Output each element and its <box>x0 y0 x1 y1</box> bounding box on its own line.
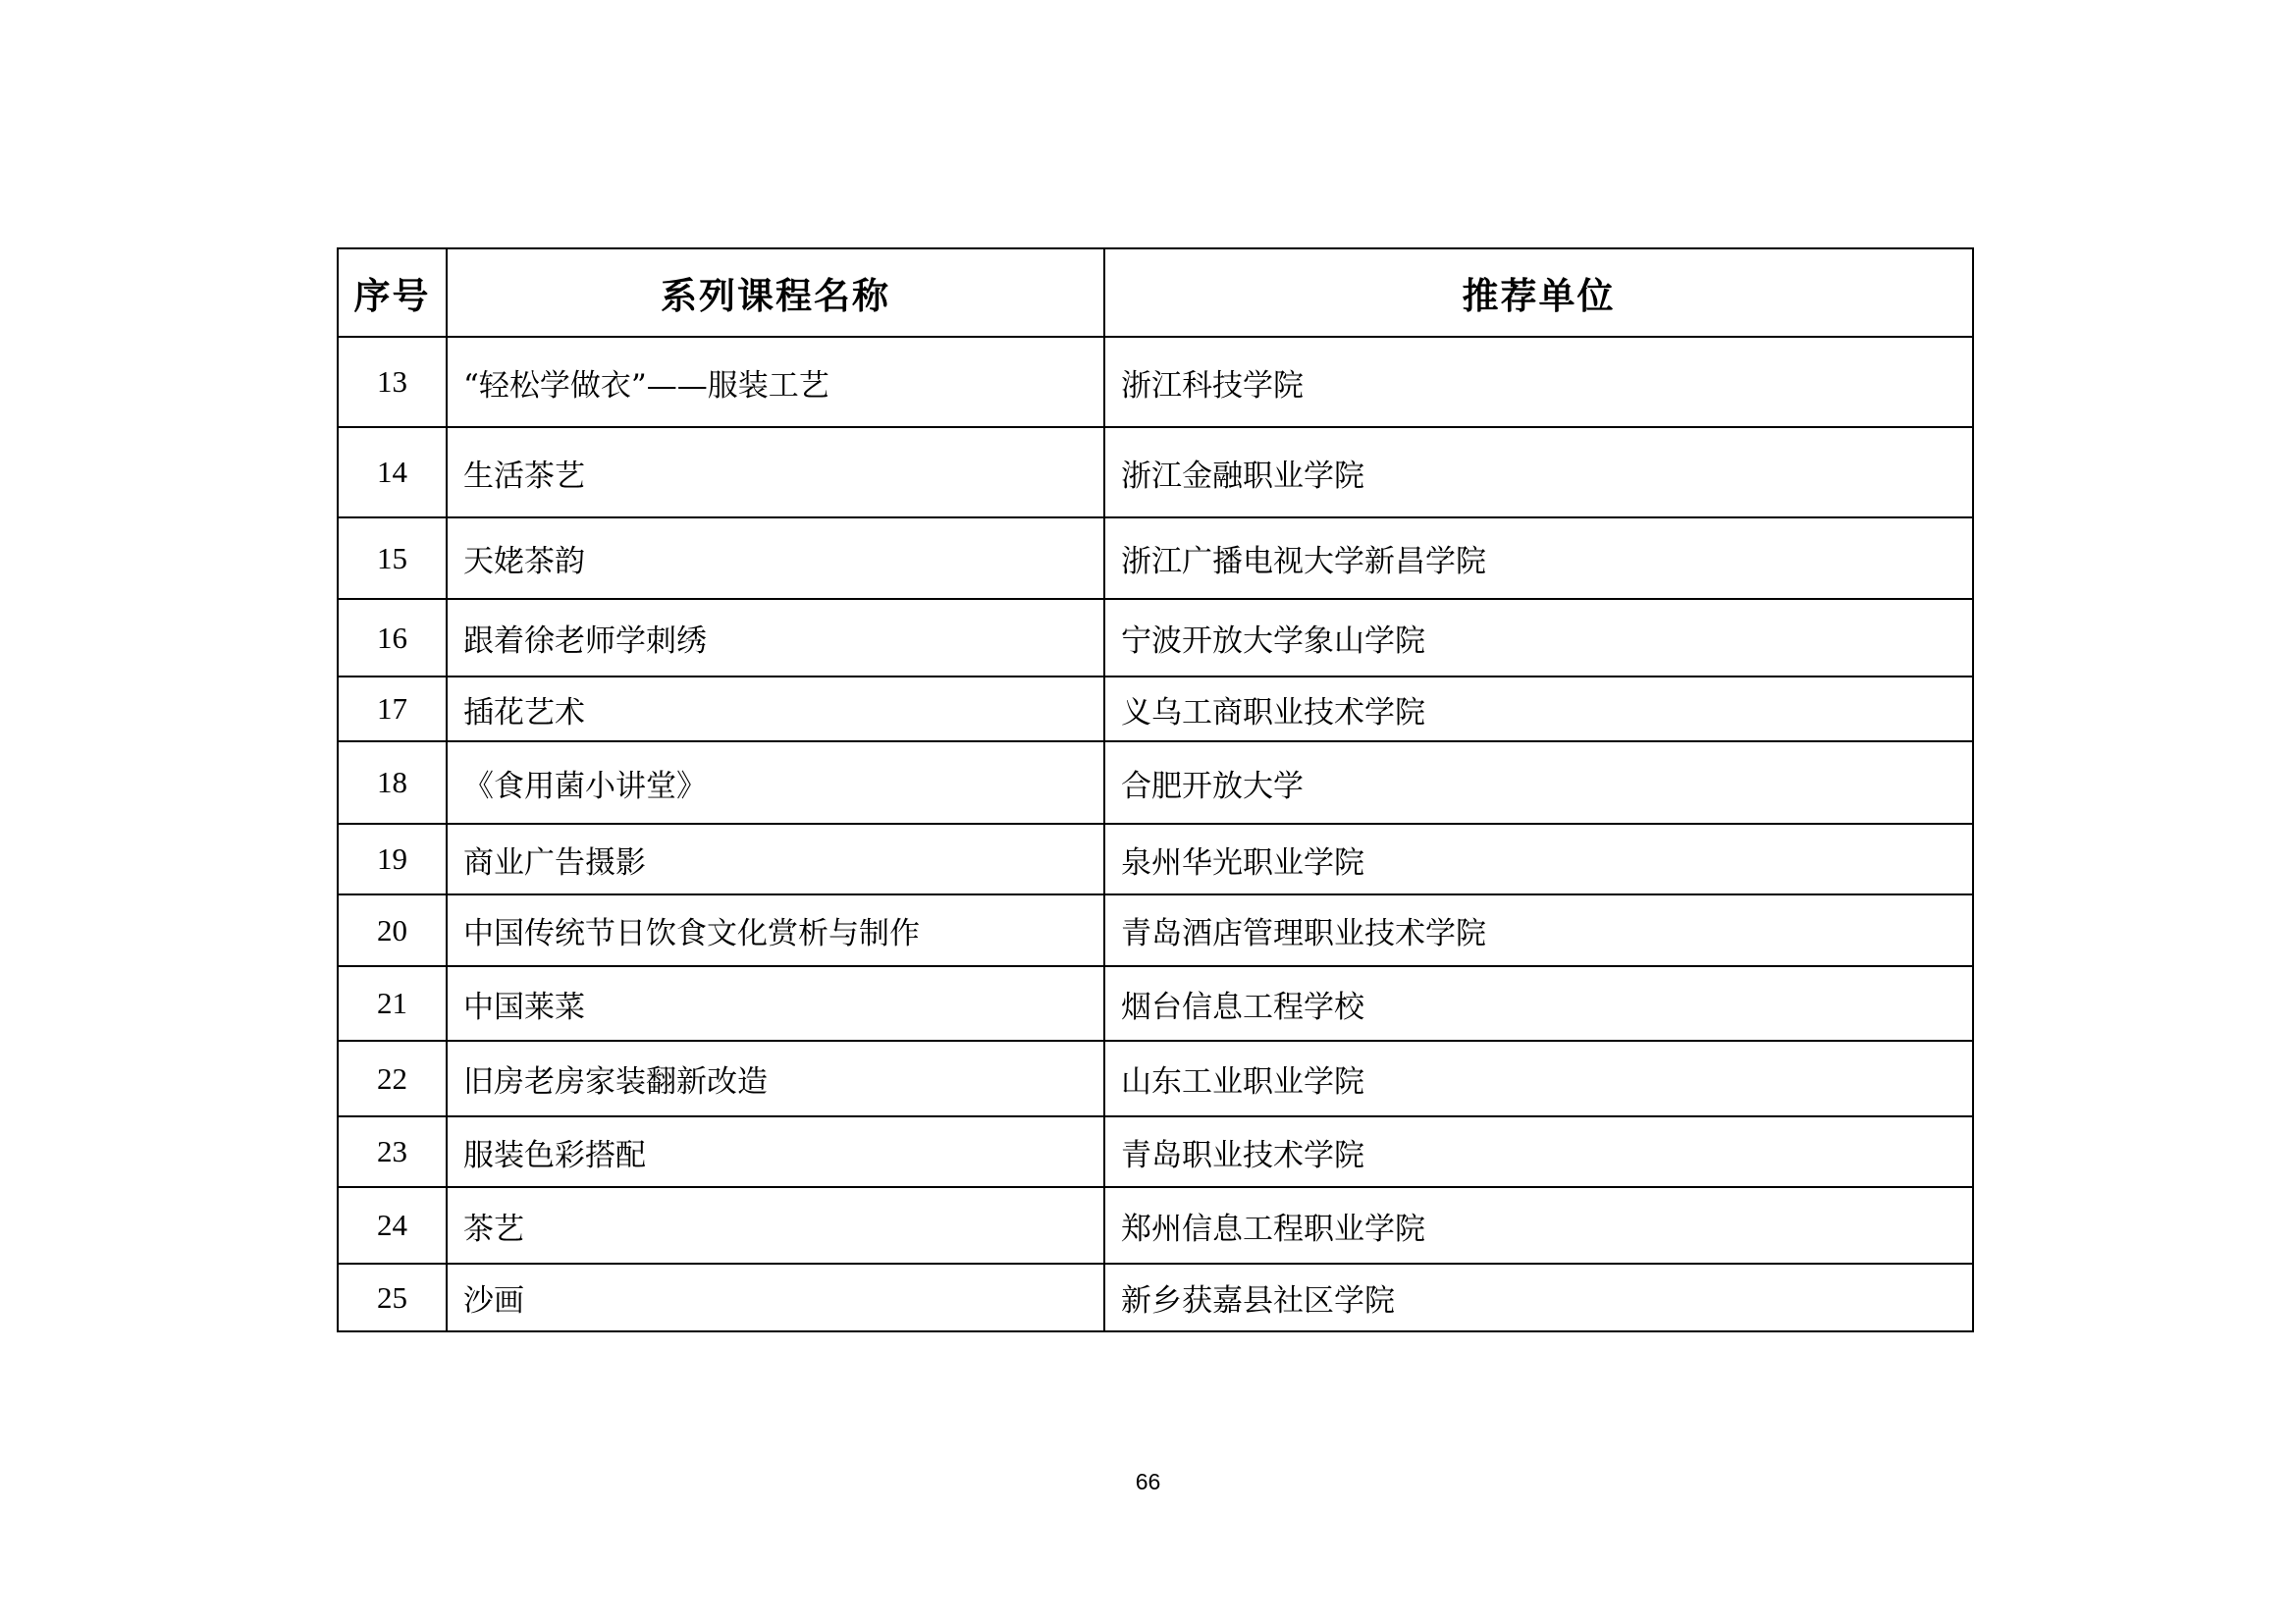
row-number: 13 <box>338 337 447 427</box>
table-row <box>338 337 1973 427</box>
recommending-unit: 新乡获嘉县社区学院 <box>1104 1264 1973 1331</box>
recommending-unit: 合肥开放大学 <box>1104 741 1973 824</box>
recommending-unit: 浙江金融职业学院 <box>1104 427 1973 517</box>
row-number: 19 <box>338 824 447 894</box>
row-number: 16 <box>338 599 447 677</box>
table-row <box>338 517 1973 599</box>
course-name: 商业广告摄影 <box>447 824 1104 894</box>
course-name: 天姥茶韵 <box>447 517 1104 599</box>
row-number: 17 <box>338 677 447 741</box>
table-row <box>338 966 1973 1041</box>
recommending-unit: 烟台信息工程学校 <box>1104 966 1973 1041</box>
row-number: 14 <box>338 427 447 517</box>
table-header-row <box>338 248 1973 337</box>
header-recommending-unit: 推荐单位 <box>1104 248 1973 337</box>
recommending-unit: 山东工业职业学院 <box>1104 1041 1973 1116</box>
table-row <box>338 894 1973 966</box>
course-name: 跟着徐老师学刺绣 <box>447 599 1104 677</box>
table-row <box>338 824 1973 894</box>
recommending-unit: 泉州华光职业学院 <box>1104 824 1973 894</box>
recommending-unit: 浙江科技学院 <box>1104 337 1973 427</box>
table-row <box>338 1041 1973 1116</box>
table-row <box>338 1116 1973 1187</box>
course-name: 中国莱菜 <box>447 966 1104 1041</box>
recommending-unit: 浙江广播电视大学新昌学院 <box>1104 517 1973 599</box>
course-name: 生活茶艺 <box>447 427 1104 517</box>
course-name: 中国传统节日饮食文化赏析与制作 <box>447 894 1104 966</box>
recommending-unit: 郑州信息工程职业学院 <box>1104 1187 1973 1264</box>
recommending-unit: 青岛酒店管理职业技术学院 <box>1104 894 1973 966</box>
header-course-name: 系列课程名称 <box>447 248 1104 337</box>
recommending-unit: 义乌工商职业技术学院 <box>1104 677 1973 741</box>
header-no: 序号 <box>338 248 447 337</box>
row-number: 21 <box>338 966 447 1041</box>
row-number: 20 <box>338 894 447 966</box>
row-number: 25 <box>338 1264 447 1331</box>
table-row <box>338 741 1973 824</box>
recommending-unit: 青岛职业技术学院 <box>1104 1116 1973 1187</box>
course-table <box>337 247 1974 1332</box>
course-name: “轻松学做衣”——服装工艺 <box>447 337 1104 427</box>
course-name: 《食用菌小讲堂》 <box>447 741 1104 824</box>
table-row <box>338 599 1973 677</box>
course-name: 沙画 <box>447 1264 1104 1331</box>
table-row <box>338 1187 1973 1264</box>
course-name: 插花艺术 <box>447 677 1104 741</box>
table-row <box>338 677 1973 741</box>
table-row <box>338 1264 1973 1331</box>
page-number: 66 <box>1135 1469 1161 1494</box>
recommending-unit: 宁波开放大学象山学院 <box>1104 599 1973 677</box>
row-number: 15 <box>338 517 447 599</box>
row-number: 24 <box>338 1187 447 1264</box>
course-name: 旧房老房家装翻新改造 <box>447 1041 1104 1116</box>
course-name: 茶艺 <box>447 1187 1104 1264</box>
row-number: 23 <box>338 1116 447 1187</box>
table-row <box>338 427 1973 517</box>
course-name: 服装色彩搭配 <box>447 1116 1104 1187</box>
row-number: 18 <box>338 741 447 824</box>
row-number: 22 <box>338 1041 447 1116</box>
